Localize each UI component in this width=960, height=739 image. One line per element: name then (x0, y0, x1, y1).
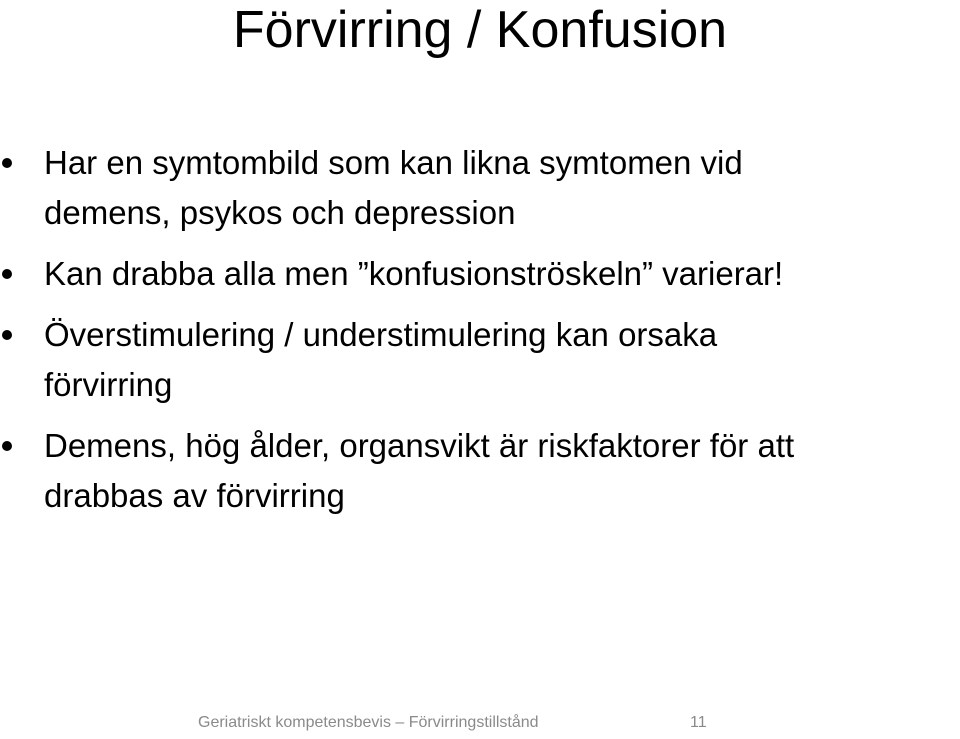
footer-text: Geriatriskt kompetensbevis – Förvirringstillstånd (198, 714, 539, 731)
bullet-dot-icon (2, 441, 12, 451)
bullet-text-line: Har en symtombild som kan likna symtomen vid (44, 144, 743, 181)
bullet-text-line: förvirring (44, 366, 173, 403)
bullet-text-line: Kan drabba alla men ”konfusionströskeln” varierar! (44, 255, 784, 292)
bullet-text-line: Demens, hög ålder, organsvikt är riskfaktorer för att (44, 427, 795, 464)
page-number: 11 (690, 714, 707, 731)
bullet-dot-icon (2, 269, 12, 279)
bullet-item (0, 310, 960, 410)
bullet-list (0, 138, 960, 532)
bullet-text-line: Överstimulering / understimulering kan orsaka (44, 316, 718, 353)
bullet-item (0, 421, 960, 521)
bullet-item (0, 138, 960, 238)
bullet-text-line: drabbas av förvirring (44, 477, 345, 514)
bullet-dot-icon (2, 158, 12, 168)
bullet-dot-icon (2, 330, 12, 340)
bullet-item (0, 249, 960, 299)
slide-title: Förvirring / Konfusion (232, 1, 728, 59)
bullet-text-line: demens, psykos och depression (44, 194, 516, 231)
